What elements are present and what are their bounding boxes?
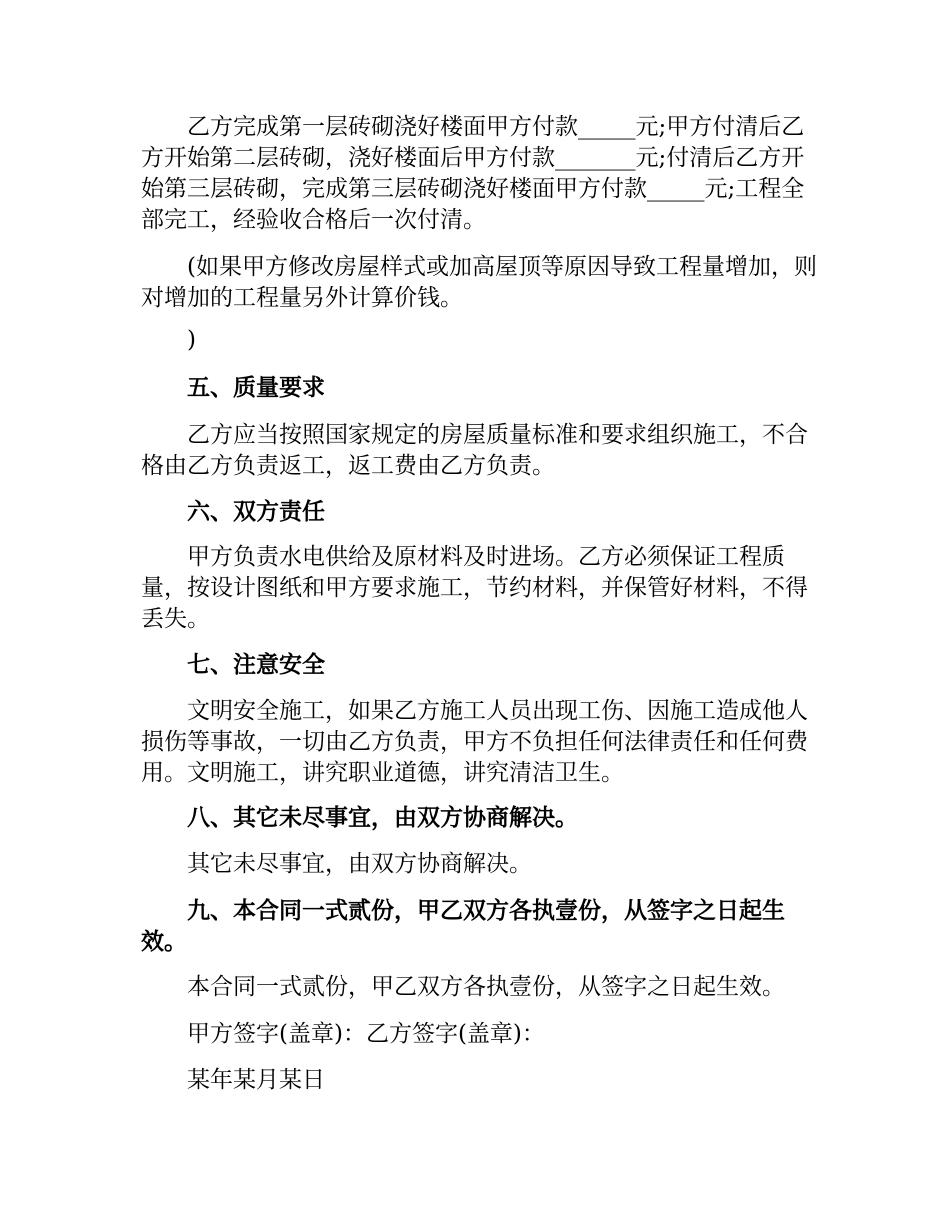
section-heading-copies: 九、本合同一式贰份，甲乙双方各执壹份，从签字之日起生效。 <box>141 898 785 955</box>
date-line: 某年某月某日 <box>187 1067 325 1093</box>
quality-paragraph: 乙方应当按照国家规定的房屋质量标准和要求组织施工，不合格由乙方负责返工，返工费由乙方负责。 <box>141 422 808 479</box>
section-heading-quality: 五、质量要求 <box>187 375 325 401</box>
section-heading-other: 八、其它未尽事宜，由双方协商解决。 <box>187 805 578 831</box>
payment-schedule-paragraph: 乙方完成第一层砖砌浇好楼面甲方付款_____元;甲方付清后乙方开始第二层砖砌，浇好楼面后甲方付款_______元;付清后乙方开始第三层砖砌，完成第三层砖砌浇好楼面甲方付款_____元;工程全部完工，经验收合格后一次付清。 <box>141 114 805 233</box>
responsibility-paragraph: 甲方负责水电供给及原材料及时进场。乙方必须保证工程质量，按设计图纸和甲方要求施工，节约材料，并保管好材料，不得丢失。 <box>141 544 808 632</box>
section-heading-safety: 七、注意安全 <box>187 652 325 678</box>
closing-parenthesis: ) <box>187 327 196 353</box>
other-paragraph: 其它未尽事宜，由双方协商解决。 <box>187 851 532 877</box>
section-heading-responsibility: 六、双方责任 <box>187 499 325 525</box>
copies-paragraph: 本合同一式贰份，甲乙双方各执壹份，从签字之日起生效。 <box>187 974 785 1000</box>
safety-paragraph: 文明安全施工，如果乙方施工人员出现工伤、因施工造成他人损伤等事故，一切由乙方负责，甲方不负担任何法律责任和任何费用。文明施工，讲究职业道德，讲究清洁卫生。 <box>141 698 808 786</box>
extra-work-note-paragraph: (如果甲方修改房屋样式或加高屋顶等原因导致工程量增加，则对增加的工程量另外计算价钱。 <box>141 254 817 311</box>
signature-line: 甲方签字(盖章)：乙方签字(盖章)： <box>187 1021 545 1047</box>
